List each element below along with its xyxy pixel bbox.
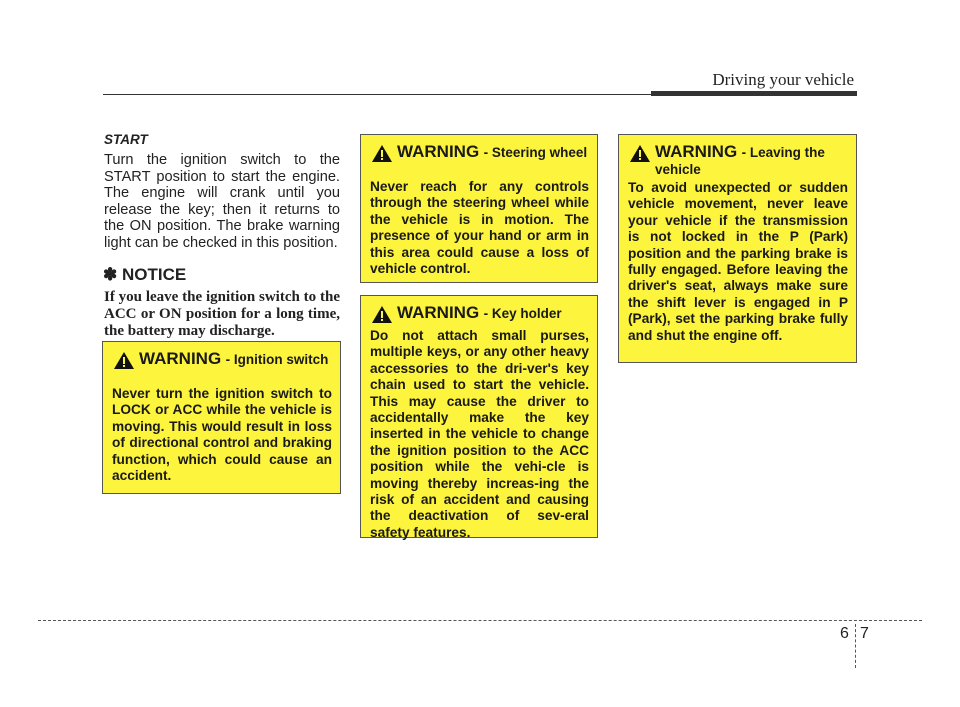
warning-body: Do not attach small purses, multiple keys, or any other heavy accessories to the dri-ver's key chain used to start the vehicle. This may cause the driver to accidentally make the key inserted in the vehicle to change the ignition position to the ACC position while the vehi-cle is moving thereby increas-ing the risk of an accident and causing the deactivation of sev-eral safety features. — [370, 328, 589, 540]
start-heading: START — [104, 132, 148, 147]
warning-heading — [112, 350, 332, 384]
page-number-divider — [855, 624, 856, 668]
notice-title: NOTICE — [121, 265, 187, 284]
warning-subtitle: - Steering wheel — [483, 145, 588, 160]
warning-triangle-icon — [630, 145, 650, 162]
notice-text: If you leave the ignition switch to the ACC or ON position for a long time, the battery may discharge. — [104, 289, 340, 339]
chapter-number: 6 — [840, 625, 849, 642]
warning-triangle-icon — [372, 145, 392, 162]
warning-box-ignition — [102, 341, 341, 494]
warning-body: Never reach for any controls through the steering wheel while the vehicle is in motion. The presence of your hand or arm in this area could cause a loss of vehicle control. — [370, 179, 589, 277]
warning-box-key-holder — [360, 295, 598, 538]
warning-triangle-icon — [114, 352, 134, 369]
warning-subtitle: - Leaving the vehicle — [655, 145, 825, 177]
header-rule-thick — [651, 91, 857, 96]
warning-subtitle: - Key holder — [483, 306, 562, 321]
header-rule — [103, 94, 651, 95]
warning-box-steering-wheel — [360, 134, 598, 283]
warning-word: WARNING — [655, 142, 738, 161]
warning-subtitle: - Ignition switch — [225, 352, 329, 367]
warning-triangle-icon — [372, 306, 392, 323]
warning-word: WARNING — [139, 349, 222, 368]
page-number: 7 — [860, 625, 869, 642]
start-paragraph: Turn the ignition switch to the START position to start the engine. The engine will crank until you release the key; then it returns to the ON position. The brake warning light can be checked in this position. — [104, 152, 340, 251]
warning-body: To avoid unexpected or sudden vehicle movement, never leave your vehicle if the transmission is not locked in the P (Park) position and the parking brake is fully engaged. Before leaving the driver's seat, always make sure the shift lever is engaged in P (Park), set the parking brake fully and shut the engine off. — [628, 180, 848, 343]
warning-box-leaving-vehicle — [618, 134, 857, 363]
warning-body: Never turn the ignition switch to LOCK or ACC while the vehicle is moving. This would result in loss of directional control and braking function, which could cause an accident. — [112, 386, 332, 484]
notice-symbol-icon: ✽ — [103, 265, 118, 284]
warning-word: WARNING — [397, 142, 480, 161]
warning-word: WARNING — [397, 303, 480, 322]
warning-heading — [370, 143, 589, 177]
warning-heading — [370, 304, 589, 326]
section-header-title: Driving your vehicle — [712, 70, 854, 89]
notice-heading — [103, 265, 186, 285]
warning-heading — [628, 143, 848, 178]
footer-rule — [38, 620, 922, 621]
